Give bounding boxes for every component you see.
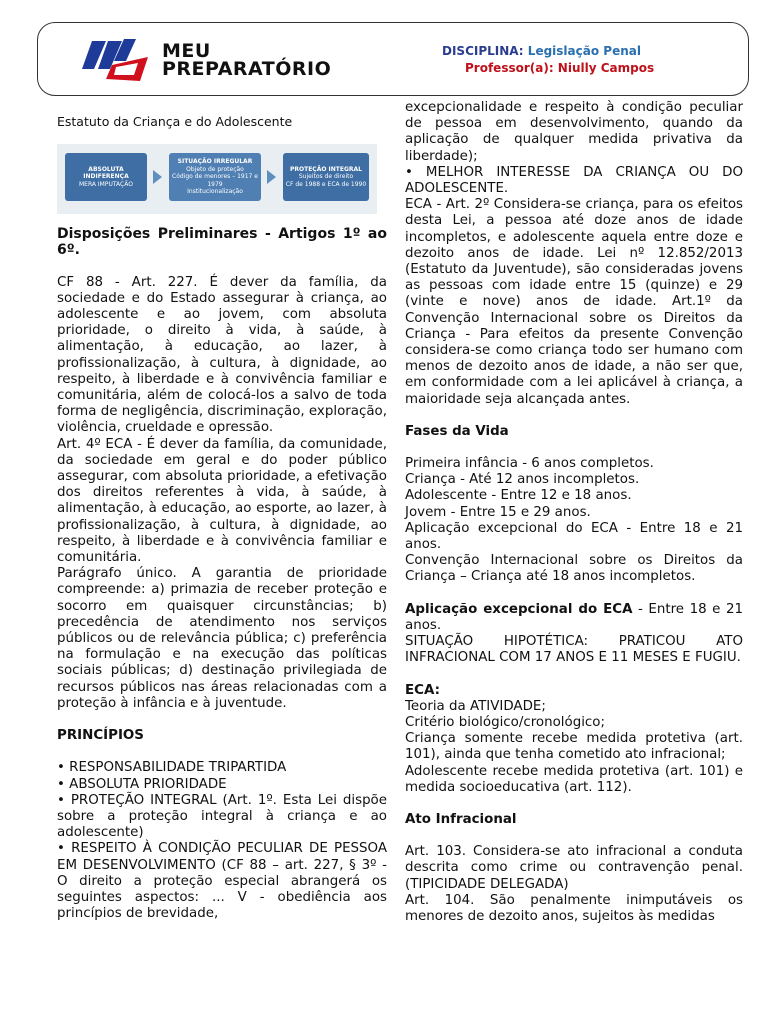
flow-box-1-title: ABSOLUTA INDIFERENÇA xyxy=(83,165,129,181)
eca-line: Teoria da ATIVIDADE; xyxy=(405,698,546,714)
flow-arrow-icon xyxy=(267,170,276,184)
heading-disposicoes: Disposições Preliminares - Artigos 1º ao 6º. xyxy=(57,226,387,259)
aplicacao-excepcional xyxy=(405,602,743,634)
fase-item: Aplicação excepcional do ECA - Entre 18 e 21 anos. xyxy=(405,520,743,553)
logo-icon xyxy=(82,35,148,85)
fase-item: Jovem - Entre 15 e 29 anos. xyxy=(405,504,591,520)
flow-box-2-line: Código de menores – 1917 e 1979 xyxy=(172,173,258,188)
principle-item: • RESPEITO À CONDIÇÃO PECULIAR DE PESSOA EM DESENVOLVIMENTO (CF 88 – art. 227, § 3º - O direito a proteção especial abrangerá os seguintes aspectos: ... V - obediência aos princípios de brevidade, xyxy=(57,841,387,922)
logo-line2: PREPARATÓRIO xyxy=(162,58,332,80)
paragraph-art103: Art. 103. Considera-se ato infracional a conduta descrita como crime ou contravenção penal. (TIPICIDADE DELEGADA) xyxy=(405,844,743,892)
aplicacao-rest: - Entre 18 e 21 anos. xyxy=(405,601,744,633)
paragraph-cf227: CF 88 - Art. 227. É dever da família, da sociedade e do Estado assegurar à criança, ao adolescente e ao jovem, com absoluta prioridade, o direito à vida, à saúde, à alimentação, à educação, ao lazer, à profissionalização, à cultura, à dignidade, ao respeito, à liberdade e à convivência familiar e comunitária, além de colocá-los a salvo de toda forma de negligência, discriminação, exploração, violência, crueldade e opressão. xyxy=(57,274,387,436)
heading-eca: ECA: xyxy=(405,682,440,698)
discipline-value: Legislação Penal xyxy=(527,44,641,58)
principle-item: • ABSOLUTA PRIORIDADE xyxy=(57,776,227,792)
document-title: Estatuto da Criança e do Adolescente xyxy=(57,114,293,129)
aplicacao-bold: Aplicação excepcional do ECA xyxy=(405,601,633,617)
paragraph-unico: Parágrafo único. A garantia de prioridade compreende: a) primazia de receber proteção e socorro em quaisquer circunstâncias; b) precedência de atendimento nos serviços públicos ou de relevância pública; c) preferência na formulação e na execução das políticas sociais públicas; d) destinação privilegiada de recursos públicos nas áreas relacionadas com a proteção à infância e à juventude. xyxy=(57,566,387,711)
fase-item: Criança - Até 12 anos incompletos. xyxy=(405,472,640,488)
fase-item: Primeira infância - 6 anos completos. xyxy=(405,456,654,472)
flow-box-3-line: Sujeitos de direito xyxy=(298,173,354,181)
principle-item: • PROTEÇÃO INTEGRAL (Art. 1º. Esta Lei dispõe sobre a proteção integral à criança e ao adolescente) xyxy=(57,792,387,841)
paragraph-eca-art2: ECA - Art. 2º Considera-se criança, para os efeitos desta Lei, a pessoa até doze anos de idade incompletos, e adolescente aquela entre doze e dezoito anos de idade. Lei nº 12.852/2013 (Estatuto da Juventude), são consideradas jovens as pessoas com idade entre 15 (quinze) e 29 (vinte e nove) anos de idade. Art.1º da Convenção Internacional sobre os Direitos da Criança - Para efeitos da presente Convenção considera-se como criança todo ser humano com menos de dezoito anos de idade, a não ser que, em conformidade com a lei aplicável à criança, a maioridade seja alcançada antes. xyxy=(405,197,743,407)
eca-line: Criança somente recebe medida protetiva (art. 101), ainda que tenha cometido ato infracional; xyxy=(405,731,743,763)
flow-box-2-line: Objeto de proteção xyxy=(186,165,244,173)
history-flow-diagram xyxy=(57,144,377,214)
eca-line: Adolescente recebe medida protetiva (art. 101) e medida socioeducativa (art. 112). xyxy=(405,763,743,795)
flow-box-3-title: PROTEÇÃO INTEGRAL xyxy=(289,165,362,173)
flow-box-2-line: Institucionalização xyxy=(187,188,243,196)
paragraph-art4: Art. 4º ECA - É dever da família, da comunidade, da sociedade em geral e do poder público assegurar, com absoluta prioridade, a efetivação dos direitos referentes à vida, à saúde, à alimentação, à educação, ao esporte, ao lazer, à profissionalização, à cultura, à dignidade, ao respeito, à liberdade e à convivência familiar e comunitária. xyxy=(57,436,387,566)
flow-box-1-line: MERA IMPUTAÇÃO xyxy=(79,180,133,188)
fase-item: Adolescente - Entre 12 e 18 anos. xyxy=(405,488,632,504)
professor: Professor(a): Niully Campos xyxy=(465,61,655,75)
heading-ato-infracional: Ato Infracional xyxy=(405,811,517,827)
flow-box-2-title: SITUAÇÃO IRREGULAR xyxy=(177,158,253,166)
flow-box-1 xyxy=(65,153,147,201)
principle-item: • MELHOR INTERESSE DA CRIANÇA OU DO ADOLESCENTE. xyxy=(405,164,743,197)
heading-principios: PRINCÍPIOS xyxy=(57,728,144,744)
eca-line: Critério biológico/cronológico; xyxy=(405,714,605,730)
discipline-label: DISCIPLINA: xyxy=(442,44,524,58)
situacao-hipotetica: SITUAÇÃO HIPOTÉTICA: PRATICOU ATO INFRACIONAL COM 17 ANOS E 11 MESES E FUGIU. xyxy=(405,634,743,666)
paragraph-art104: Art. 104. São penalmente inimputáveis os menores de dezoito anos, sujeitos às medidas xyxy=(405,892,743,924)
discipline xyxy=(442,44,641,58)
continuation-text: excepcionalidade e respeito à condição peculiar de pessoa em desenvolvimento, quando da aplicação de qualquer medida privativa da liberdade); xyxy=(405,100,743,164)
fase-item: Convenção Internacional sobre os Direitos da Criança – Criança até 18 anos incompletos. xyxy=(405,553,743,585)
principle-item: • RESPONSABILIDADE TRIPARTIDA xyxy=(57,760,287,776)
flow-box-3-line: CF de 1988 e ECA de 1990 xyxy=(285,180,367,188)
flow-box-2 xyxy=(169,153,261,201)
flow-arrow-icon xyxy=(153,170,162,184)
logo-text xyxy=(162,42,331,78)
heading-fases: Fases da Vida xyxy=(405,423,509,439)
page-header xyxy=(37,22,749,96)
logo-line1: MEU xyxy=(162,40,211,62)
right-column xyxy=(405,100,743,925)
left-column xyxy=(57,100,387,922)
flow-box-3 xyxy=(283,153,369,201)
